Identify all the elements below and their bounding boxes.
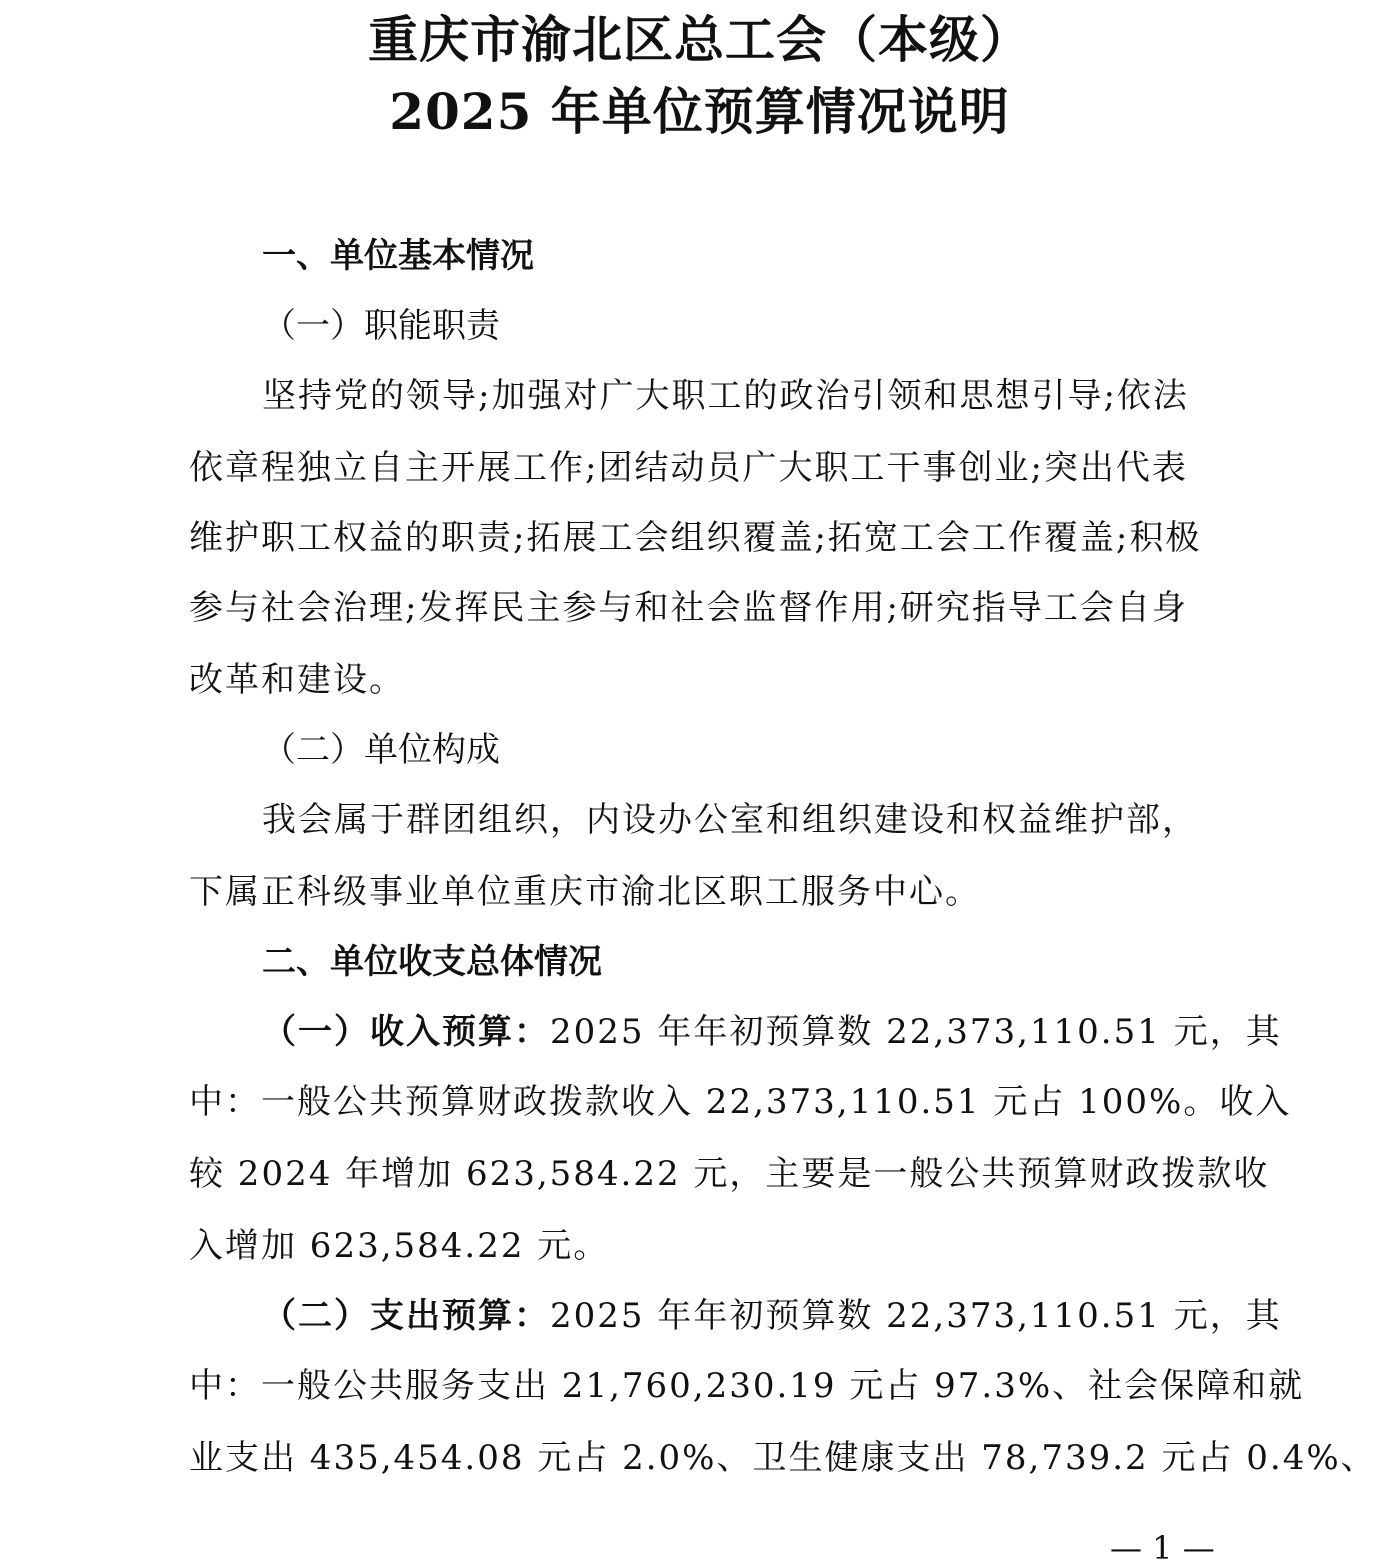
paragraph-line: 业支出 435,454.08 元占 2.0%、卫生健康支出 78,739.2 元占 0.4%、 [189,1438,1377,1478]
subsection-heading-functions: （一）职能职责 [262,306,500,346]
expenditure-text: 2025 年年初预算数 22,373,110.51 元，其 [550,1296,1282,1336]
paragraph-line: 参与社会治理;发挥民主参与和社会监督作用;研究指导工会自身 [189,588,1188,628]
document-title-line-2: 2025 年单位预算情况说明 [389,82,1010,141]
paragraph-line: 维护职工权益的职责;拓展工会组织覆盖;拓宽工会工作覆盖;积极 [189,518,1202,558]
paragraph-line: 中：一般公共服务支出 21,760,230.19 元占 97.3%、社会保障和就 [189,1366,1305,1406]
section-heading-basic-info: 一、单位基本情况 [262,236,534,276]
paragraph-line [262,1296,1282,1336]
paragraph-line: 入增加 623,584.22 元。 [189,1226,610,1266]
income-text: 2025 年年初预算数 22,373,110.51 元，其 [550,1012,1282,1052]
paragraph-line [262,1012,1282,1052]
section-heading-budget-overview: 二、单位收支总体情况 [262,942,602,982]
paragraph-line: 改革和建设。 [189,660,405,700]
document-title-line-1: 重庆市渝北区总工会（本级） [368,10,1031,69]
subsection-heading-composition: （二）单位构成 [262,730,500,770]
paragraph-line: 下属正科级事业单位重庆市渝北区职工服务中心。 [189,872,981,912]
subsection-heading-income: （一）收入预算： [262,1012,550,1052]
paragraph-line: 我会属于群团组织，内设办公室和组织建设和权益维护部， [262,800,1198,840]
paragraph-line: 坚持党的领导;加强对广大职工的政治引领和思想引导;依法 [262,376,1189,416]
paragraph-line: 依章程独立自主开展工作;团结动员广大职工干事创业;突出代表 [189,448,1188,488]
paragraph-line: 较 2024 年增加 623,584.22 元，主要是一般公共预算财政拨款收 [189,1154,1270,1194]
page-number: — 1 — [1110,1529,1215,1567]
paragraph-line: 中：一般公共预算财政拨款收入 22,373,110.51 元占 100%。收入 [189,1082,1292,1122]
subsection-heading-expenditure: （二）支出预算： [262,1296,550,1336]
